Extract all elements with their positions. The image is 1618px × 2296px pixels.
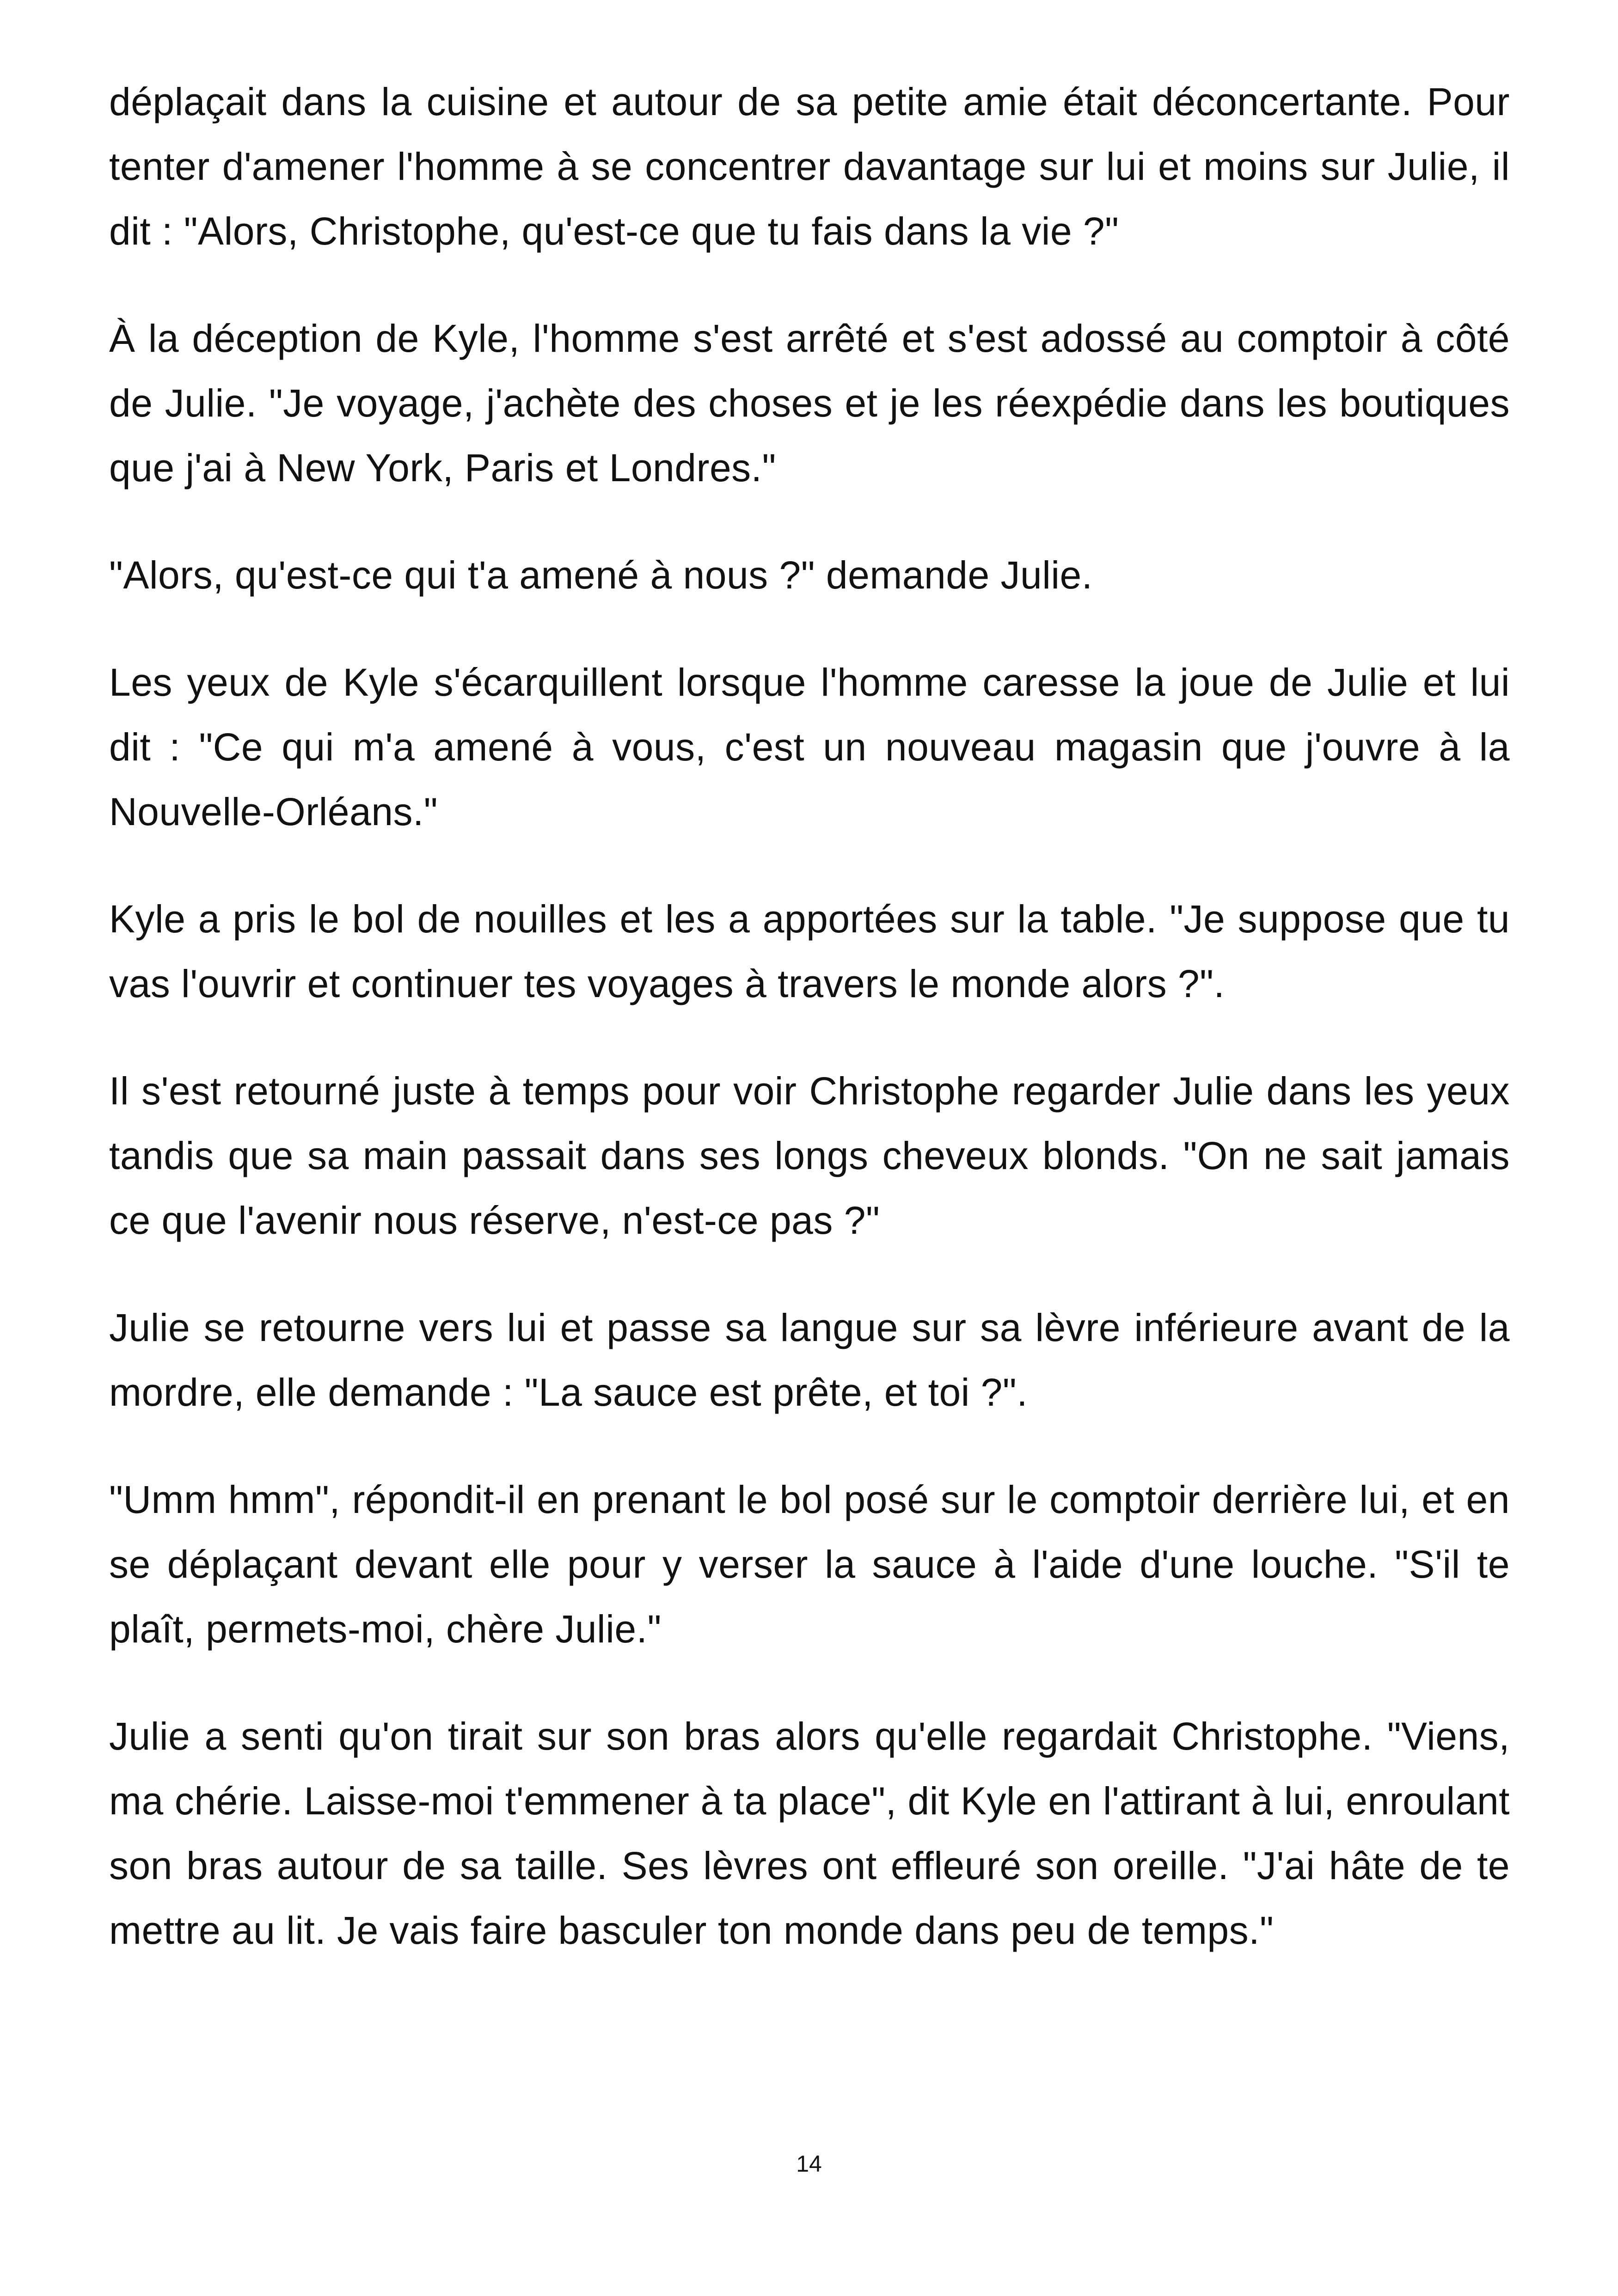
paragraph-8: "Umm hmm", répondit-il en prenant le bol posé sur le comptoir derrière lui, et en se déplaçant devant elle pour y verser la sauce à l'aide d'une louche. "S'il te plaît, permets-moi, chère Julie." xyxy=(109,1478,1510,1651)
paragraph-5: Kyle a pris le bol de nouilles et les a apportées sur la table. "Je suppose que tu vas l'ouvrir et continuer tes voyages à travers le monde alors ?". xyxy=(109,897,1510,1005)
paragraph-2: À la déception de Kyle, l'homme s'est arrêté et s'est adossé au comptoir à côté de Julie. "Je voyage, j'achète des choses et je les réexpédie dans les boutiques que j'ai à New York, Paris et Londres." xyxy=(109,317,1510,490)
page-number: 14 xyxy=(796,2151,822,2177)
paragraph-1: déplaçait dans la cuisine et autour de sa petite amie était déconcertante. Pour tenter d'amener l'homme à se concentrer davantage sur lui et moins sur Julie, il dit : "Alors, Christophe, qu'est-ce que tu fais dans la vie ?" xyxy=(109,80,1510,253)
paragraph-4: Les yeux de Kyle s'écarquillent lorsque l'homme caresse la joue de Julie et lui dit : "Ce qui m'a amené à vous, c'est un nouveau magasin que j'ouvre à la Nouvelle-Orléans." xyxy=(109,661,1510,833)
paragraph-3: "Alors, qu'est-ce qui t'a amené à nous ?" demande Julie. xyxy=(109,553,1093,597)
paragraph-7: Julie se retourne vers lui et passe sa langue sur sa lèvre inférieure avant de la mordre, elle demande : "La sauce est prête, et toi ?". xyxy=(109,1306,1510,1414)
paragraph-9: Julie a senti qu'on tirait sur son bras alors qu'elle regardait Christophe. "Viens, ma chérie. Laisse-moi t'emmener à ta place", dit Kyle en l'attirant à lui, enroulant son bras autour de sa taille. Ses lèvres ont effleuré son oreille. "J'ai hâte de te mettre au lit. Je vais faire basculer ton monde dans peu de temps." xyxy=(109,1714,1510,1952)
paragraph-6: Il s'est retourné juste à temps pour voir Christophe regarder Julie dans les yeux tandis que sa main passait dans ses longs cheveux blonds. "On ne sait jamais ce que l'avenir nous réserve, n'est-ce pas ?" xyxy=(109,1069,1510,1242)
body-text xyxy=(109,69,1510,2005)
